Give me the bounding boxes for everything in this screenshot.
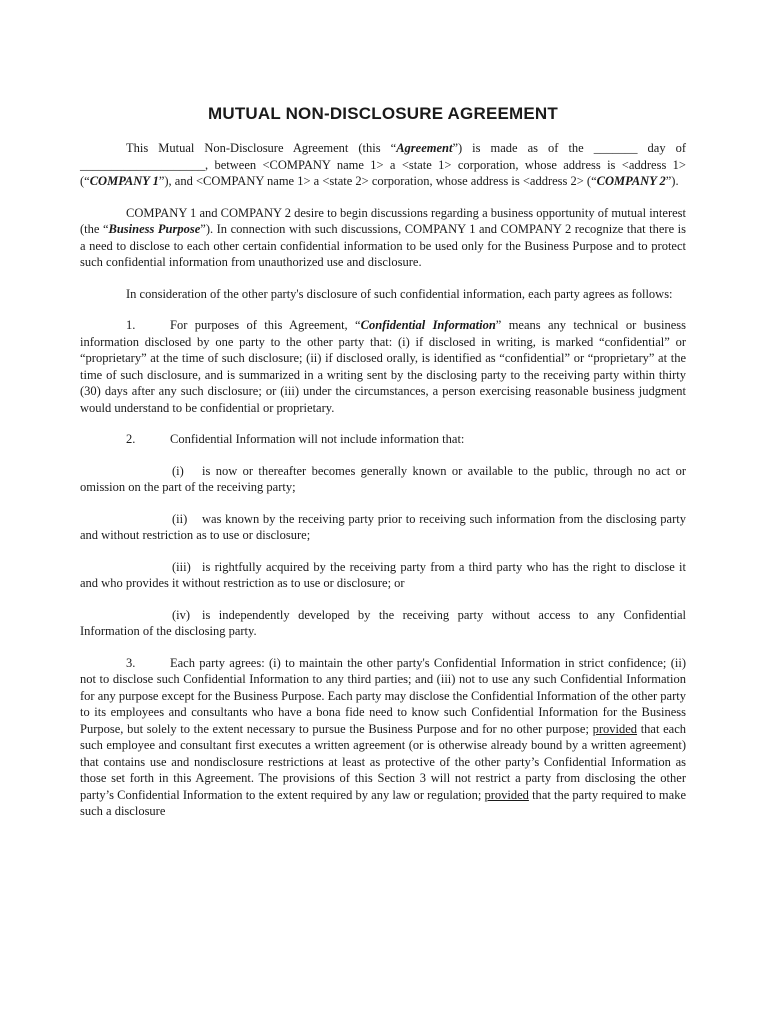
section-number: 1. [126,318,136,332]
exclusion-item [80,607,686,640]
exclusion-text: is now or thereafter becomes generally known or available to the public, through no act or omission on the part of the receiving party; [80,463,686,494]
exclusion-text: is independently developed by the receiving party without access to any Confidential Information of the disclosing party. [80,607,686,638]
section-text: that the party required to make such a disclosure [80,787,686,818]
agreement-term: Agreement [396,141,453,155]
exclusion-item [80,511,686,544]
section-1 [80,317,686,416]
section-2 [80,431,686,448]
intro-text: ”). [665,174,679,188]
section-text: For purposes of this Agreement, “ [170,318,361,332]
purpose-text: COMPANY 1 and COMPANY 2 desire to begin discussions regarding a business opportunity of mutual interest (the “ [80,205,686,236]
section-text: that each such employee and consultant first executes a written agreement (or is otherwise already bound by a written agreement) that contains use and nondisclosure restrictions at least as protective of the other party’s Confidential Information as those set forth in this Agreement. The provisions of this Section 3 will not restrict a party from disclosing the other party’s Confidential Information to the extent required by any law or regulation; [80,721,687,802]
intro-paragraph [80,140,686,190]
confidential-information-term: Confidential Information [360,318,496,332]
purpose-text: ”). In connection with such discussions, COMPANY 1 and COMPANY 2 recognize that there is a need to disclose to each other certain confidential information to be used only for the Business Purpose and to protect such confidential information from unauthorized use and disclosure. [80,222,686,269]
exclusion-text: is rightfully acquired by the receiving party from a third party who has the right to disclose it and who provides it without restriction as to use or disclosure; or [80,559,686,590]
section-number: 3. [126,655,136,670]
section-text: Confidential Information will not include information that: [170,432,465,446]
section-3 [80,655,686,820]
intro-text: ”) is made as of the _______ day of ____________________, between <COMPANY name 1> a <state 1> corporation, whose address is <address 1> (“ [80,141,686,188]
exclusion-item [80,559,686,592]
intro-text: ”), and <COMPANY name 1> a <state 2> corporation, whose address is <address 2> (“ [158,174,597,188]
section-text: ” means any technical or business information disclosed by one party to the other party that: (i) if disclosed in writing, is marked “confidential” or “proprietary” at the time of such disclosure; (ii) if disclosed orally, is identified as “confidential” or “proprietary” at the time of such disclosure, and is summarized in a writing sent by the disclosing party to the receiving party within thirty (30) days after any such disclosure; or (iii) under the circumstances, a person exercising reasonable business judgment would understand to be confidential or proprietary. [80,318,687,415]
consideration-paragraph: In consideration of the other party's disclosure of such confidential information, each party agrees as follows: [126,286,673,301]
intro-text: This Mutual Non-Disclosure Agreement (this “ [126,141,397,155]
document-title: MUTUAL NON-DISCLOSURE AGREEMENT [208,104,558,123]
exclusion-text: was known by the receiving party prior to receiving such information from the disclosing party and without restriction as to use or disclosure; [80,511,686,542]
exclusion-label: (ii) [172,511,188,526]
exclusion-label: (iv) [172,607,191,622]
section-text: Each party agrees: (i) to maintain the other party's Confidential Information in strict confidence; (ii) not to disclose such Confidential Information to any third parties; and (iii) not to use any such Confidential Information for any purpose except for the Business Purpose. Each party may disclose the Confidential Information of the other party to its employees and consultants who have a bona fide need to know such Confidential Information for the Business Purpose, but solely to the extent necessary to pursue the Business Purpose and for no other purpose; [80,655,686,736]
provided-term: provided [592,721,638,736]
company1-term: COMPANY 1 [89,174,159,188]
exclusion-label: (iii) [172,559,191,574]
provided-term: provided [484,787,529,802]
section-number: 2. [126,432,136,446]
purpose-paragraph [80,205,686,271]
exclusion-item [80,463,686,496]
business-purpose-term: Business Purpose [108,222,201,236]
exclusion-label: (i) [172,463,184,478]
company2-term: COMPANY 2 [596,174,666,188]
